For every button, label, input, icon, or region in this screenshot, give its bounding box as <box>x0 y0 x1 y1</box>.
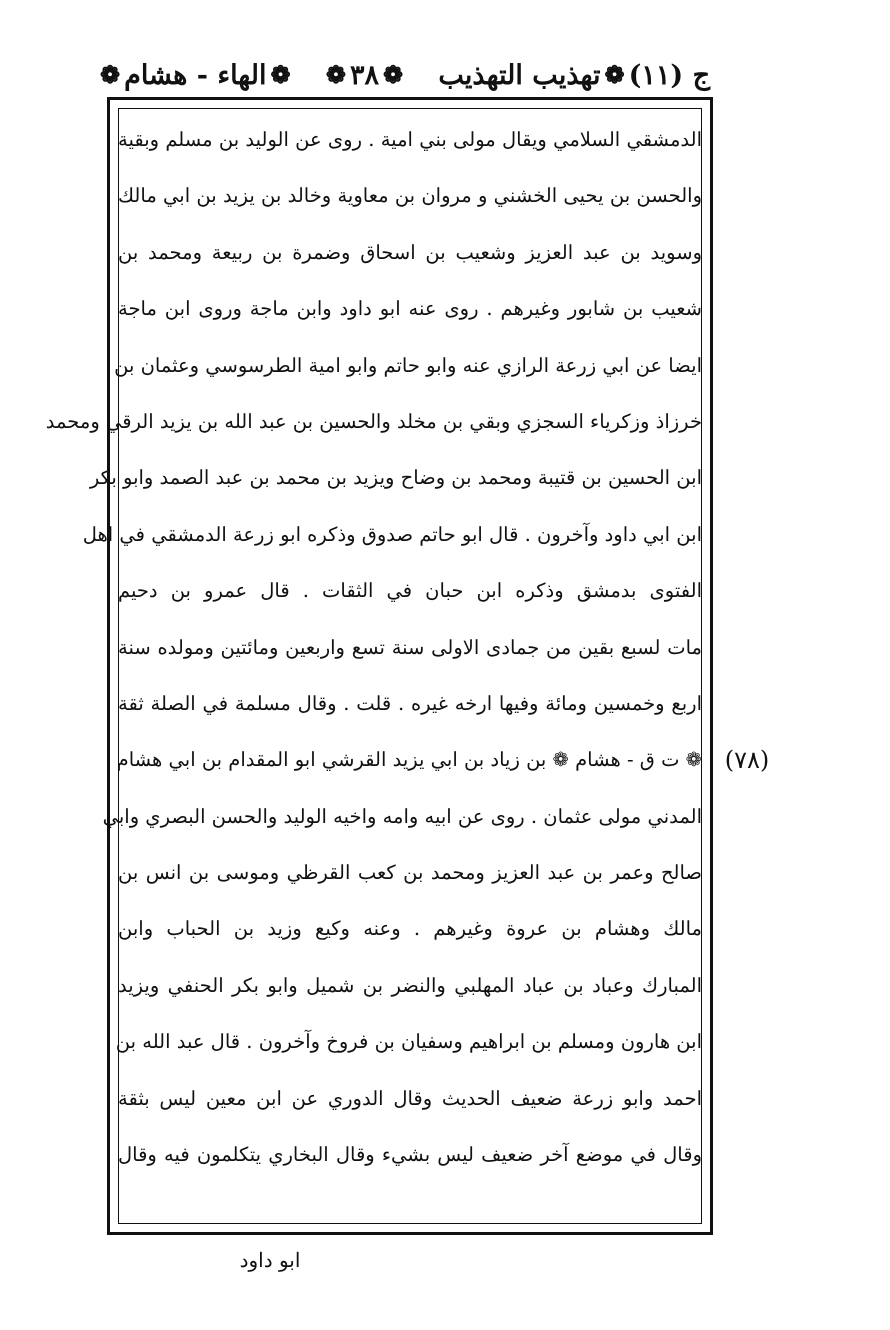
entry-number: (٧٨) <box>724 746 770 774</box>
book-title: تهذيب التهذيب <box>438 59 601 91</box>
text-line: وسويد بن عبد العزيز وشعيب بن اسحاق وضمرة بن ربيعة ومحمد بن <box>118 240 702 264</box>
text-line: الفتوى بدمشق وذكره ابن حبان في الثقات . قال عمرو بن دحيم <box>118 579 702 603</box>
main-text <box>45 112 702 1183</box>
ornament-icon: ❁ <box>270 60 291 89</box>
ornament-icon: ❁ <box>383 60 404 89</box>
section-group <box>100 60 291 91</box>
text-line: خرزاذ وزكرياء السجزي وبقي بن مخلد والحسين بن عبد الله بن يزيد الرقي ومحمد <box>45 409 702 433</box>
text-line: الدمشقي السلامي ويقال مولى بني امية . روى عن الوليد بن مسلم وبقية <box>118 128 702 151</box>
ornament-icon: ❁ <box>325 60 346 89</box>
text-line: احمد وابو زرعة ضعيف الحديث وقال الدوري عن ابن معين ليس بثقة <box>118 1086 702 1110</box>
text-line: مات لسبع بقين من جمادى الاولى سنة تسع واربعين ومائتين ومولده سنة <box>118 635 702 659</box>
page-header <box>100 52 710 98</box>
catchword: ابو داود <box>239 1248 301 1272</box>
text-line: المبارك وعباد بن عباد المهلبي والنضر بن شميل وابو بكر الحنفي ويزيد <box>118 973 702 997</box>
text-line: ابن الحسين بن قتيبة ومحمد بن وضاح ويزيد بن محمد بن عبد الصمد وابو بكر <box>89 466 702 490</box>
text-line: وقال في موضع آخر ضعيف ليس بشيء وقال البخاري يتكلمون فيه وقال <box>118 1143 702 1167</box>
section-title: الهاء - هشام <box>124 59 267 91</box>
text-line: ابن هارون ومسلم بن ابراهيم وسفيان بن فروخ وآخرون . قال عبد الله بن <box>115 1030 702 1054</box>
text-line: مالك وهشام بن عروة وغيرهم . وعنه وكيع وزيد بن الحباب وابن <box>118 917 702 941</box>
ornament-icon: ❁ <box>604 60 625 89</box>
text-line: صالح وعمر بن عبد العزيز ومحمد بن كعب القرظي وموسى بن انس بن <box>118 861 702 885</box>
page-number: ٣٨ <box>349 59 379 91</box>
text-line: شعيب بن شابور وغيرهم . روى عنه ابو داود وابن ماجة وروى ابن ماجة <box>118 297 702 321</box>
text-line: ابن ابي داود وآخرون . قال ابو حاتم صدوق وذكره ابو زرعة الدمشقي في اهل <box>82 522 702 546</box>
text-line: اربع وخمسين ومائة وفيها ارخه غيره . قلت . وقال مسلمة في الصلة ثقة <box>118 691 702 715</box>
page-number-group <box>326 60 403 91</box>
text-line: المدني مولى عثمان . روى عن ابيه وامه واخيه الوليد والحسن البصري وابي <box>102 804 702 828</box>
text-line: والحسن بن يحيى الخشني و مروان بن معاوية وخالد بن يزيد بن ابي مالك <box>118 184 702 208</box>
volume-and-title <box>438 60 710 91</box>
entry-heading-line: ❁ ت ق - هشام ❁ بن زياد بن ابي يزيد القرشي ابو المقدام بن ابي هشام <box>116 748 702 772</box>
volume-label: ج (١١) <box>628 59 710 91</box>
ornament-icon: ❁ <box>100 60 121 89</box>
text-line: ايضا عن ابي زرعة الرازي عنه وابو حاتم وابو امية الطرسوسي وعثمان بن <box>114 353 702 377</box>
